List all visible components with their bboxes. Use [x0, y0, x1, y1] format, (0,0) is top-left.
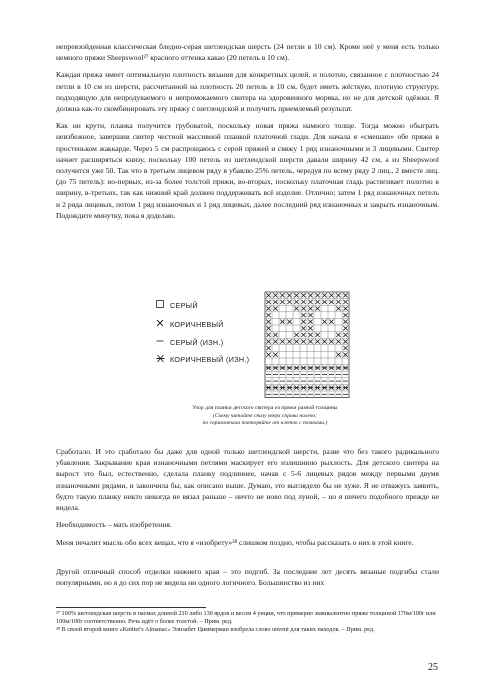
footnotes — [56, 610, 439, 635]
chart-grid — [265, 292, 349, 398]
figure-caption — [140, 405, 390, 428]
footnote-27: ²⁷ 100% шетлендская шерсть в пасмах длиной 210 либо 130 ярдов и весом 4 унции, что примерно эквивалентно пряже толщиной 170м/100г или 100м/100г соответственно. Речь идёт о более толстой. – Прим. ред. — [56, 610, 436, 626]
caption-line-3: по горизонтали повторяйте от клеток с точками.) — [202, 420, 328, 426]
footnote-divider — [56, 607, 206, 608]
legend-item-grey — [153, 299, 198, 311]
legend-label: КОРИЧНЕВЫЙ — [170, 319, 224, 329]
legend-label: СЕРЫЙ (ИЗН.) — [170, 337, 224, 347]
paragraph-6: Меня печалит мысль обо всех вещах, что я «изобрету»²⁸ слишком поздно, чтобы рассказать о них в этой книге. — [56, 538, 414, 548]
caption-line-1: Узор для планки детского свитера из пряжи разной толщины — [192, 405, 338, 411]
legend-item-brown — [153, 318, 224, 330]
cross-dash-icon — [153, 354, 167, 365]
paragraph-2: Каждая пряжа имеет оптимальную плотность вязания для конкретных целей, и полотно, связанное с плотностью 24 петли в 10 см из шерсти, рассчитанной на плотность 20 петель в 10 см, будет иметь жёсткую, плотную структуру, подходящую для непродуваемого и непромокаемого свитера на здоровенного моряка, но не для детской одёжки. Я должна как-то скомбинировать эту пряжу с шетлендской и получить приемлемый результат. — [56, 70, 439, 114]
paragraph-5: Необходимость – мать изобретения. — [56, 520, 172, 530]
paragraph-7: Другой отличный способ отделки нижнего края – это подгиб. За последние лет десять вязаные подгибы стали популярными, но я до сих пор не видела ни одного логичного. Большинство из них — [56, 566, 439, 587]
legend-item-grey-purl — [153, 336, 223, 348]
legend-item-brown-purl — [153, 353, 249, 365]
dash-icon — [153, 337, 167, 347]
footnote-28: ²⁸ В своей второй книге «Knitter's Almanac» Элизабет Циммерман изобрела слово unvent для таких находок. – Прим. ред. — [56, 626, 375, 634]
legend-label: СЕРЫЙ — [170, 300, 198, 310]
caption-line-2: (Схему читайте снизу вверх справа налево; — [212, 412, 318, 419]
page-number: 25 — [428, 662, 438, 673]
cross-icon — [153, 319, 167, 329]
paragraph-1: непревзойденная классическая бледно-серая шетлендская шерсть (24 петли в 10 см). Кроме неё у меня есть только немного пряжи Sheepswool²⁷ красного оттенка какао (20 петель в 10 см). — [56, 42, 439, 63]
square-outline-icon — [153, 300, 167, 310]
body-text-bottom — [56, 446, 439, 588]
legend-label: КОРИЧНЕВЫЙ (ИЗН.) — [170, 354, 250, 364]
paragraph-4: Сработало. И это сработало бы даже для одной только шетлендской шерсти, разве что без такого радикального убавления. Закрывание края изнаночными петлями маскирует его излишнюю рыхлость. Для детского свитера на вырост это был, естественно, сделала планку подлиннее, начав с 5-6 лицевых рядов между первыми двумя изнаночными рядами, и закончила бы, как описано выше. Думаю, это выглядело бы не хуже. Я не отважусь заявить, будто такую планку никто никогда не вязал раньше – ничто не ново под луной, – но я ничего подобного прежде не видела. — [56, 447, 439, 513]
paragraph-3: Как ни крути, планка получится грубоватой, поскольку новая пряжа намного толще. Тогда можно обыграть неизбежное, завершив свитер честной массивной планкой платочной глади. Для начала я «смешаю» обе пряжи в простеньком жаккарде. Через 5 см распрощаюсь с серой пряжей и свяжу 1 ряд изнаночными и 3 лицевыми. Свитер начнет расширяться книзу, поскольку 100 петель из шетлендской шерсти давали ширину 42 см, а из Sheepswool получится уже 50. Так что в третьем лицевом ряду я убавлю 25% петель, чередуя по всему ряду 2 лиц., 2 вместе лиц. (до 75 петель): во-первых, из-за более толстой пряжи, во-вторых, поскольку платочная гладь растягивает полотно в ширину, в-третьих, так как нижний край должен поддерживать всё изделие. Отлично; затем 1 ряд изнаночных петель и 2 ряда лицевых, потом 1 ряд изнаночных и 1 ряд лицевых, далее последний ряд изнаночных и закрыть изнаночным. Подождите минутку, пока я доделаю. — [56, 121, 439, 220]
